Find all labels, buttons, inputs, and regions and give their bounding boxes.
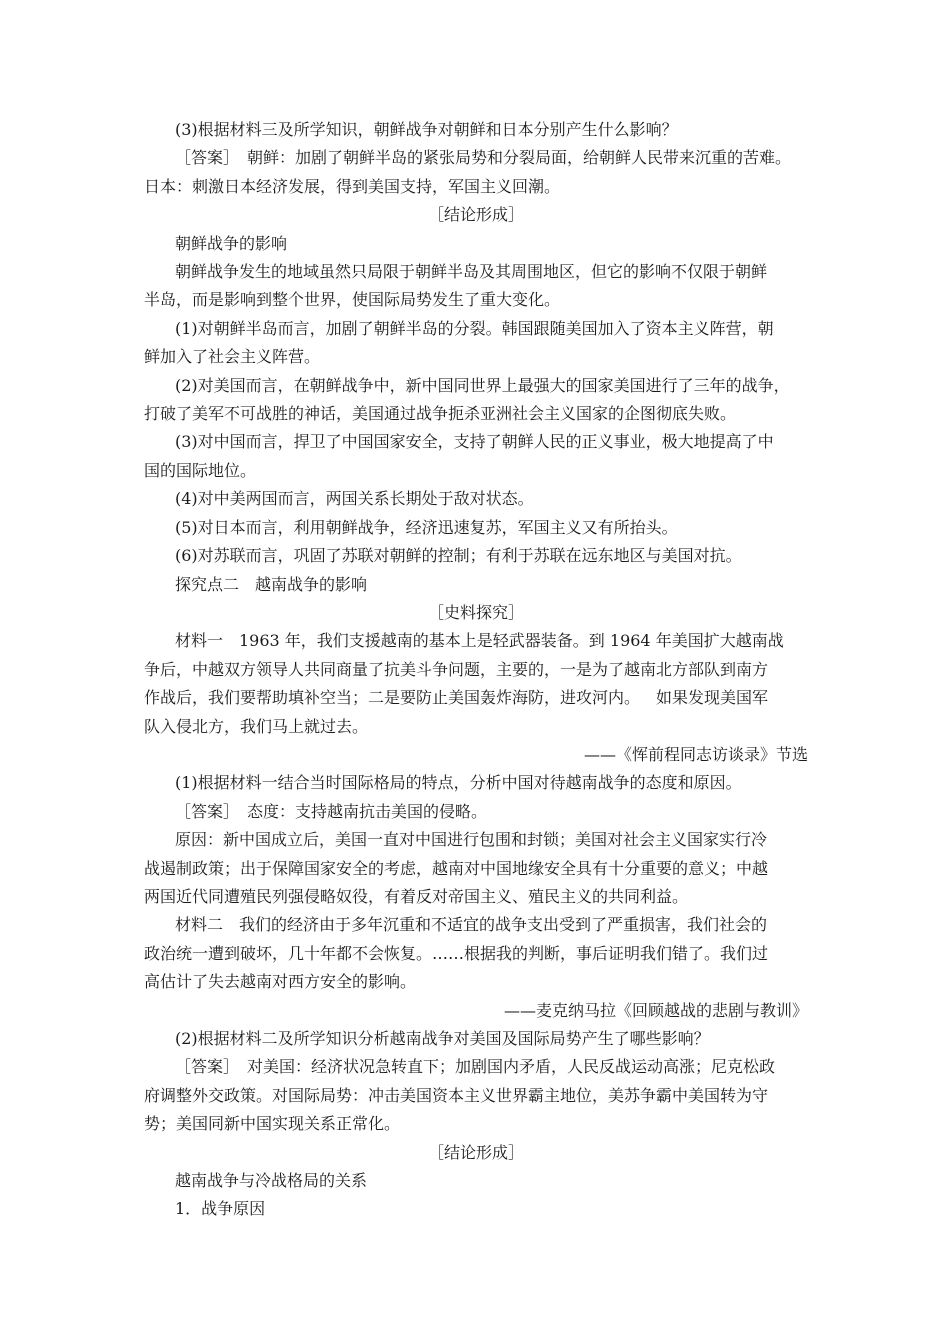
point-3-line-2: 国的国际地位。 (144, 460, 257, 480)
material-1-line-4: 队入侵北方，我们马上就过去。 (144, 716, 369, 736)
answer-3-line-2: 日本：刺激日本经济发展，得到美国支持，军国主义回潮。 (144, 176, 561, 196)
conclusion-heading-2: ［结论形成］ (427, 1142, 524, 1162)
explore-title: 探究点二 越南战争的影响 (175, 574, 368, 594)
material-1-source: ——《恽前程同志访谈录》节选 (583, 744, 808, 764)
answer-1-reason-line-1: 原因：新中国成立后，美国一直对中国进行包围和封锁；美国对社会主义国家实行冷 (175, 830, 768, 850)
answer-1-attitude: ［答案］ 态度：支持越南抗击美国的侵略。 (175, 801, 488, 821)
material-2-line-1: 材料二 我们的经济由于多年沉重和不适宜的战争支出受到了严重损害，我们社会的 (175, 915, 768, 935)
answer-2-line-2: 府调整外交政策。对国际局势：冲击美国资本主义世界霸主地位，美苏争霸中美国转为守 (144, 1085, 769, 1105)
point-5: (5)对日本而言，利用朝鲜战争，经济迅速复苏，军国主义又有所抬头。 (175, 517, 678, 537)
answer-1-reason-line-2: 战遏制政策；出于保障国家安全的考虑，越南对中国地缘安全具有十分重要的意义；中越 (144, 858, 769, 878)
intro-line-1: 朝鲜战争发生的地域虽然只局限于朝鲜半岛及其周围地区，但它的影响不仅限于朝鲜 (175, 262, 768, 282)
answer-1-reason-line-3: 两国近代同遭殖民列强侵略奴役，有着反对帝国主义、殖民主义的共同利益。 (144, 886, 689, 906)
point-2-line-1: (2)对美国而言，在朝鲜战争中，新中国同世界上最强大的国家美国进行了三年的战争， (175, 375, 790, 395)
material-1-line-1: 材料一 1963 年，我们支援越南的基本上是轻武器装备。到 1964 年美国扩大越南战 (175, 631, 784, 651)
answer-2-line-3: 势；美国同新中国实现关系正常化。 (144, 1114, 401, 1134)
relation-title: 越南战争与冷战格局的关系 (175, 1171, 368, 1191)
answer-2-line-1: ［答案］ 对美国：经济状况急转直下；加剧国内矛盾，人民反战运动高涨；尼克松政 (175, 1057, 776, 1077)
question-3: (3)根据材料三及所学知识，朝鲜战争对朝鲜和日本分别产生什么影响？ (175, 120, 678, 139)
point-1-line-1: (1)对朝鲜半岛而言，加剧了朝鲜半岛的分裂。韩国跟随美国加入了资本主义阵营，朝 (175, 318, 774, 338)
material-2-source: ——麦克纳马拉《回顾越战的悲剧与教训》 (503, 1000, 808, 1020)
history-heading: ［史料探究］ (427, 602, 524, 622)
impact-title: 朝鲜战争的影响 (175, 233, 288, 253)
material-1-line-2: 争后，中越双方领导人共同商量了抗美斗争问题，主要的，一是为了越南北方部队到南方 (144, 659, 769, 679)
conclusion-heading-1: ［结论形成］ (427, 205, 524, 225)
material-1-line-3-text: 作战后，我们要帮助填补空当；二是要防止美国轰炸海防，进攻河内。 (144, 688, 641, 708)
point-4: (4)对中美两国而言，两国关系长期处于敌对状态。 (175, 489, 534, 509)
cause-item: 1．战争原因 (175, 1199, 266, 1219)
material-1-line-3-tail: 如果发现美国军 (656, 688, 769, 708)
material-1-line-3 (144, 684, 808, 712)
point-1-line-2: 鲜加入了社会主义阵营。 (144, 347, 321, 367)
material-2-line-3: 高估计了失去越南对西方安全的影响。 (144, 972, 417, 992)
point-3-line-1: (3)对中国而言，捍卫了中国国家安全，支持了朝鲜人民的正义事业，极大地提高了中 (175, 432, 774, 452)
question-1: (1)根据材料一结合当时国际格局的特点，分析中国对待越南战争的态度和原因。 (175, 773, 742, 793)
answer-3-line-1: ［答案］ 朝鲜：加剧了朝鲜半岛的紧张局势和分裂局面，给朝鲜人民带来沉重的苦难。 (175, 148, 792, 168)
point-2-line-2: 打破了美军不可战胜的神话，美国通过战争扼杀亚洲社会主义国家的企图彻底失败。 (144, 404, 737, 424)
point-6: (6)对苏联而言，巩固了苏联对朝鲜的控制；有利于苏联在远东地区与美国对抗。 (175, 546, 742, 566)
document-body (144, 116, 808, 1224)
material-2-line-2: 政治统一遭到破坏，几十年都不会恢复。……根据我的判断，事后证明我们错了。我们过 (144, 943, 769, 963)
question-2: (2)根据材料二及所学知识分析越南战争对美国及国际局势产生了哪些影响？ (175, 1029, 710, 1048)
intro-line-2: 半岛，而是影响到整个世界，使国际局势发生了重大变化。 (144, 290, 561, 310)
